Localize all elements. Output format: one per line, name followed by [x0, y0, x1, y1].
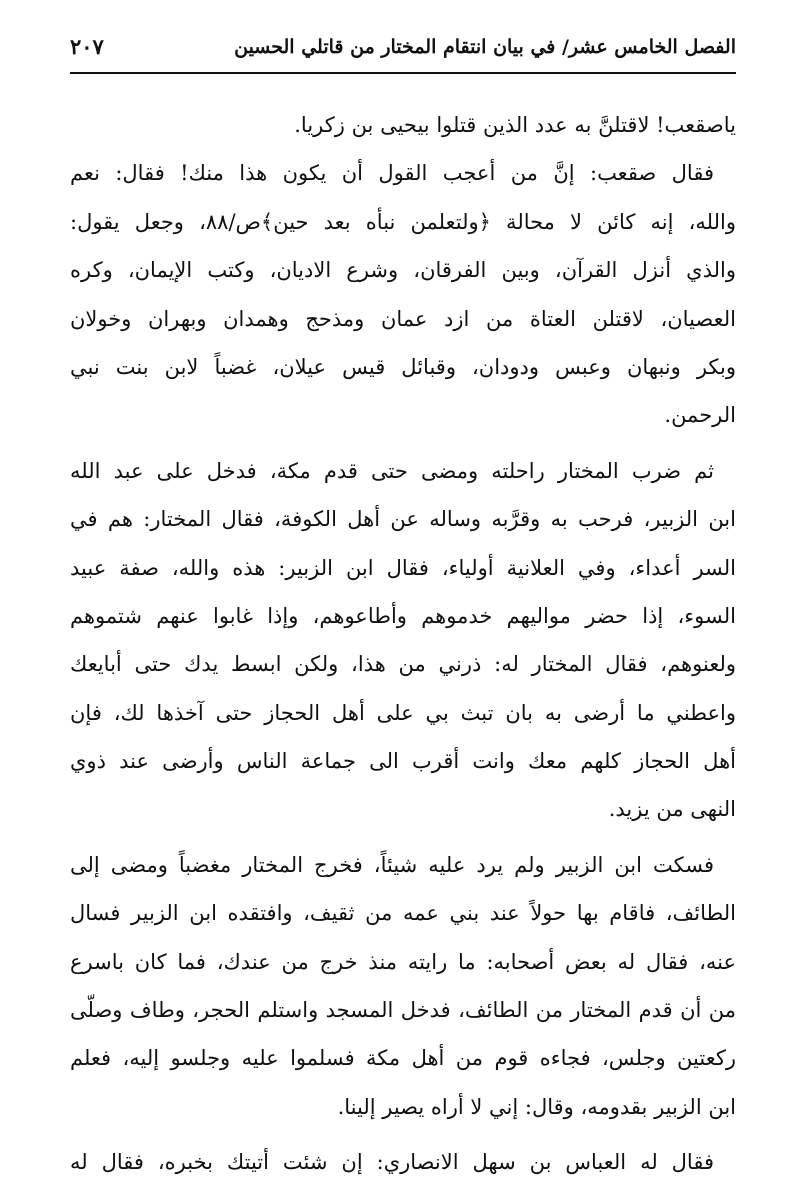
text-line: النهى من يزيد.: [608, 797, 736, 822]
paragraph-gap: [70, 440, 736, 447]
text-line: ولعنوهم، فقال المختار له: ذرني من هذا، ولكن ابسط يدك حتى أبايعك: [70, 652, 736, 677]
text-line: ابن الزبير، فرحب به وقرَّبه وساله عن أهل الكوفة، فقال المختار: هم في: [70, 507, 736, 532]
text-line: والله، إنه كائن لا محالة ﴿ولتعلمن نبأه بعد حين﴾ص/٨٨، وجعل يقول:: [70, 209, 736, 234]
text-line: فقال صقعب: إنَّ من أعجب القول أن يكون هذا منك! فقال: نعم: [70, 161, 714, 186]
page-body: [70, 101, 736, 1187]
page-number: ٢٠٧: [70, 34, 104, 59]
text-line: وبكر ونبهان وعبس ودودان، وقبائل قيس عيلان، غضباً لابن بنت نبي: [70, 354, 736, 379]
text-line: أهل الحجاز كلهم معك وانت أقرب الى جماعة الناس وأرضى عند ذوي: [70, 749, 736, 774]
page-header: [70, 28, 736, 74]
text-line: واعطني ما أرضى به بان تبث بي على أهل الحجاز حتى آخذها لك، فإن: [70, 700, 736, 725]
text-line: الطائف، فاقام بها حولاً عند بني عمه من ثقيف، وافتقده ابن الزبير فسال: [70, 901, 736, 926]
paragraph-gap: [70, 834, 736, 841]
text-line: من أن قدم المختار من الطائف، فدخل المسجد واستلم الحجر، وطاف وصلّى: [70, 998, 736, 1023]
text-line: السر أعداء، وفي العلانية أولياء، فقال ابن الزبير: هذه والله، صفة عبيد: [70, 555, 736, 580]
chapter-title: الفصل الخامس عشر/ في بيان انتقام المختار من قاتلي الحسين: [234, 36, 736, 58]
text-line: ركعتين وجلس، فجاءه قوم من أهل مكة فسلموا عليه وجلسو إليه، فعلم: [70, 1046, 736, 1071]
text-line: العصيان، لاقتلن العتاة من ازد عمان ومذحج وهمدان وبهران وخولان: [70, 306, 736, 331]
text-line: ثم ضرب المختار راحلته ومضى حتى قدم مكة، فدخل على عبد الله: [70, 458, 714, 483]
text-line: السوء، إذا حضر مواليهم خدموهم وأطاعوهم، وإذا غابوا عنهم شتموهم: [70, 603, 736, 628]
text-line: فقال له العباس بن سهل الانصاري: إن شئت أتيتك بخبره، فقال له: [70, 1150, 714, 1175]
text-line: الرحمن.: [664, 403, 736, 428]
text-line: فسكت ابن الزبير ولم يرد عليه شيئاً، فخرج المختار مغضباً ومضى إلى: [70, 852, 714, 877]
text-line: ياصقعب! لاقتلنَّ به عدد الذين قتلوا بيحيى بن زكريا.: [294, 113, 736, 137]
text-line: ابن الزبير بقدومه، وقال: إني لا أراه يصير إلينا.: [337, 1094, 736, 1119]
paragraph-gap: [70, 1131, 736, 1138]
text-line: والذي أنزل القرآن، وبين الفرقان، وشرع الاديان، وكتب الإيمان، وكره: [70, 258, 736, 283]
text-line: عنه، فقال له بعض أصحابه: ما رايته منذ خرج من عندك، فما كان باسرع: [70, 949, 736, 974]
